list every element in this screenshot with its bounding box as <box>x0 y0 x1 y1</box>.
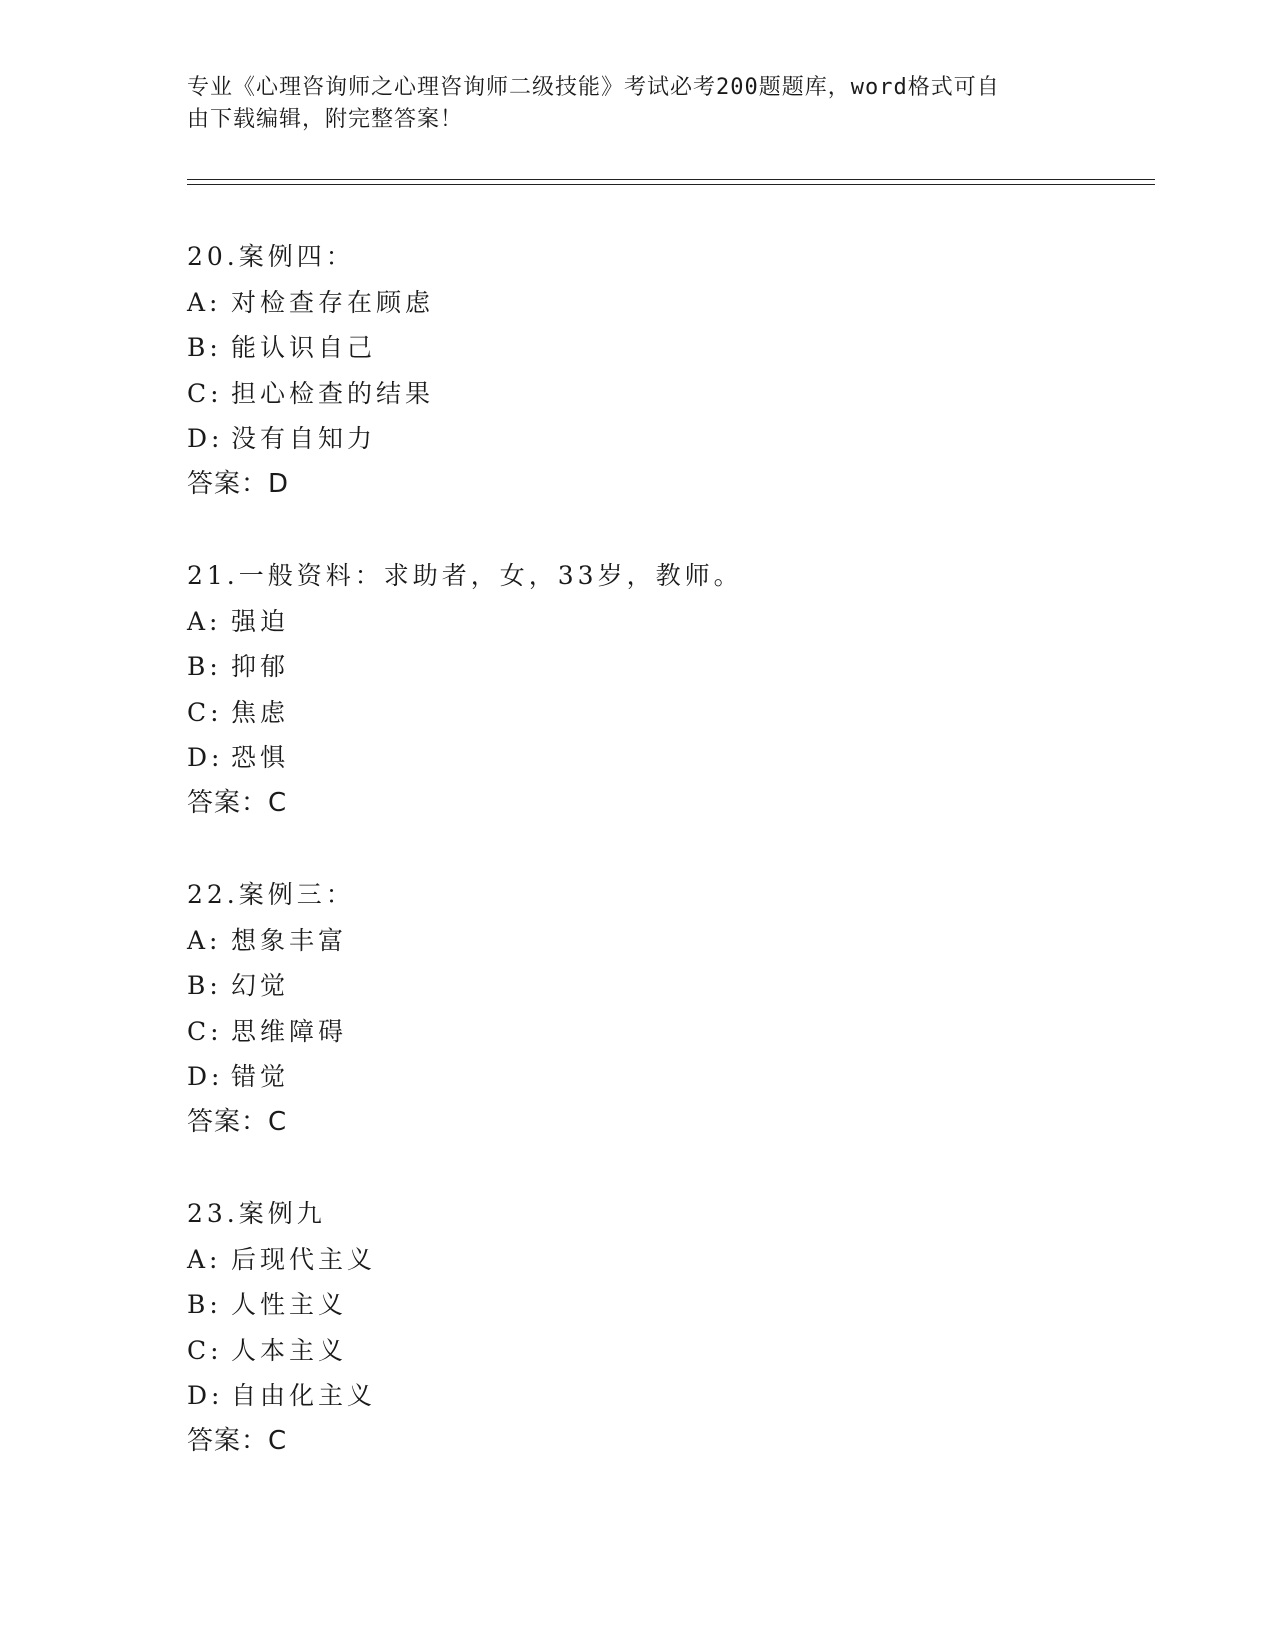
option-text: 思维障碍 <box>231 1016 348 1046</box>
question-stem: 21.一般资料：求助者，女，33岁，教师。 <box>187 561 743 590</box>
option-text: 后现代主义 <box>231 1244 377 1274</box>
option-c <box>187 690 1147 736</box>
option-b <box>187 1282 1147 1328</box>
option-text: 焦虑 <box>231 697 290 727</box>
option-letter: D: <box>187 1062 224 1091</box>
option-a <box>187 918 1147 964</box>
option-c <box>187 1328 1147 1374</box>
option-letter: D: <box>187 424 224 453</box>
header-divider-bottom <box>187 184 1155 185</box>
question-stem: 22.案例三： <box>187 880 355 909</box>
option-letter: B: <box>187 1290 222 1319</box>
option-c <box>187 1009 1147 1055</box>
option-d <box>187 1373 1147 1419</box>
document-header <box>187 72 1067 136</box>
option-text: 幻觉 <box>231 971 290 1000</box>
option-letter: C: <box>187 697 223 727</box>
question-stem: 23.案例九 <box>187 1199 326 1228</box>
option-letter: D: <box>187 743 224 772</box>
option-letter: C: <box>187 378 223 408</box>
option-b <box>187 963 1147 1009</box>
option-letter: C: <box>187 1016 223 1046</box>
option-b <box>187 644 1147 690</box>
option-d <box>187 416 1147 462</box>
option-text: 错觉 <box>231 1062 290 1091</box>
option-letter: A: <box>187 287 222 317</box>
option-letter: C: <box>187 1335 223 1365</box>
option-a <box>187 280 1147 326</box>
option-text: 抑郁 <box>231 652 290 681</box>
option-c <box>187 371 1147 417</box>
option-text: 对检查存在顾虑 <box>231 287 435 317</box>
header-line-1: 专业《心理咨询师之心理咨询师二级技能》考试必考200题题库，word格式可自 <box>187 75 1000 100</box>
question-block <box>187 553 1147 826</box>
option-a <box>187 1237 1147 1283</box>
question-stem: 20.案例四： <box>187 242 355 271</box>
option-text: 自由化主义 <box>231 1381 377 1410</box>
header-line-2: 由下载编辑，附完整答案！ <box>187 107 464 132</box>
question-block <box>187 234 1147 507</box>
option-text: 能认识自己 <box>231 333 377 362</box>
option-d <box>187 735 1147 781</box>
option-d <box>187 1054 1147 1100</box>
option-text: 担心检查的结果 <box>231 378 435 408</box>
answer-line: 答案：D <box>187 468 290 499</box>
option-letter: A: <box>187 1244 222 1274</box>
question-list <box>187 234 1147 1510</box>
option-letter: D: <box>187 1381 224 1410</box>
answer-line: 答案：C <box>187 1425 288 1456</box>
option-text: 没有自知力 <box>231 424 377 453</box>
option-a <box>187 599 1147 645</box>
answer-line: 答案：C <box>187 787 288 818</box>
option-text: 想象丰富 <box>231 925 348 955</box>
option-text: 人本主义 <box>231 1335 348 1365</box>
answer-line: 答案：C <box>187 1106 288 1137</box>
question-block <box>187 872 1147 1145</box>
option-letter: B: <box>187 333 222 362</box>
option-letter: A: <box>187 925 222 955</box>
option-b <box>187 325 1147 371</box>
option-letter: B: <box>187 652 222 681</box>
option-letter: A: <box>187 606 222 636</box>
option-text: 恐惧 <box>231 743 290 772</box>
header-divider-top <box>187 179 1155 180</box>
option-text: 人性主义 <box>231 1290 348 1319</box>
question-block <box>187 1191 1147 1464</box>
option-text: 强迫 <box>231 606 290 636</box>
option-letter: B: <box>187 971 222 1000</box>
